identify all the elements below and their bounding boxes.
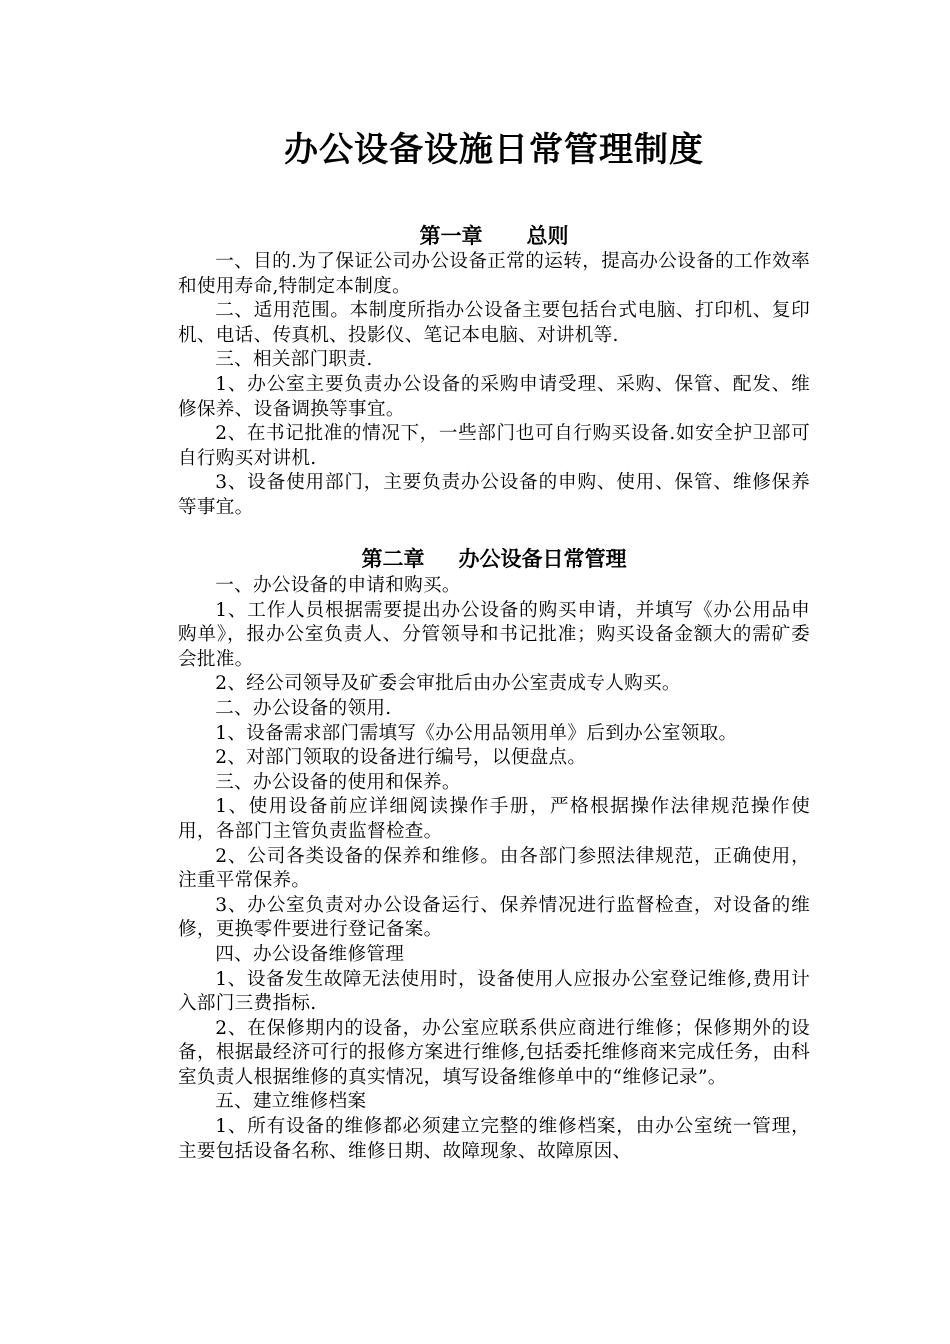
paragraph: 五、建立维修档案 <box>215 1091 367 1113</box>
chapter-1-number: 第一章 <box>419 223 483 248</box>
paragraph: 1、办公室主要负责办公设备的采购申请受理、采购、保管、配发、维修保养、设备调换等事宜。 <box>178 373 810 420</box>
paragraph: 2、经公司领导及矿委会审批后由办公室责成专人购买。 <box>215 673 681 695</box>
chapter-2-body <box>178 574 810 1164</box>
paragraph: 二、适用范围。本制度所指办公设备主要包括台式电脑、打印机、复印机、电话、传真机、投影仪、笔记本电脑、对讲机等. <box>178 300 810 346</box>
chapter-2-number: 第二章 <box>361 546 425 571</box>
paragraph: 1、所有设备的维修都必须建立完整的维修档案，由办公室统一管理，主要包括设备名称、维修日期、故障现象、故障原因、 <box>178 1116 810 1162</box>
document-title: 办公设备设施日常管理制度 <box>284 130 704 170</box>
chapter-1-body <box>178 250 810 521</box>
paragraph: 四、办公设备维修管理 <box>215 943 405 965</box>
chapter-1-heading <box>178 221 810 251</box>
paragraph: 1、设备需求部门需填写《办公用品领用单》后到办公室领取。 <box>215 722 738 744</box>
paragraph: 一、目的.为了保证公司办公设备正常的运转，提高办公设备的工作效率和使用寿命,特制定本制度。 <box>178 251 810 297</box>
paragraph: 2、在保修期内的设备，办公室应联系供应商进行维修；保修期外的设备，根据最经济可行的报修方案进行维修,包括委托维修商来完成任务，由科室负责人根据维修的真实情况，填写设备维修单中的“维修记录”。 <box>178 1017 810 1088</box>
paragraph: 一、办公设备的申请和购买。 <box>215 575 461 596</box>
paragraph: 三、办公设备的使用和保养。 <box>215 771 461 793</box>
paragraph: 1、设备发生故障无法使用时，设备使用人应报办公室登记维修,费用计入部门三费指标. <box>178 968 810 1015</box>
paragraph: 3、设备使用部门，主要负责办公设备的申购、使用、保管、维修保养等事宜。 <box>178 472 810 518</box>
paragraph: 1、使用设备前应详细阅读操作手册，严格根据操作法律规范操作使用，各部门主管负责监督检查。 <box>178 796 810 842</box>
chapter-1-name: 总则 <box>526 223 569 248</box>
chapter-2-name: 办公设备日常管理 <box>458 546 627 571</box>
paragraph: 3、办公室负责对办公设备运行、保养情况进行监督检查，对设备的维修，更换零件要进行登记备案。 <box>178 894 810 941</box>
paragraph: 2、对部门领取的设备进行编号，以便盘点。 <box>215 747 587 769</box>
chapter-2-heading <box>178 544 810 574</box>
paragraph: 二、办公设备的领用. <box>215 697 392 719</box>
paragraph: 2、公司各类设备的保养和维修。由各部门参照法律规范，正确使用，注重平常保养。 <box>178 845 810 892</box>
paragraph: 三、相关部门职责. <box>215 349 373 371</box>
paragraph: 1、工作人员根据需要提出办公设备的购买申请，并填写《办公用品申购单》，报办公室负责人、分管领导和书记批准；购买设备金额大的需矿委会批准。 <box>178 599 810 670</box>
paragraph: 2、在书记批准的情况下，一些部门也可自行购买设备.如安全护卫部可自行购买对讲机. <box>178 423 810 469</box>
